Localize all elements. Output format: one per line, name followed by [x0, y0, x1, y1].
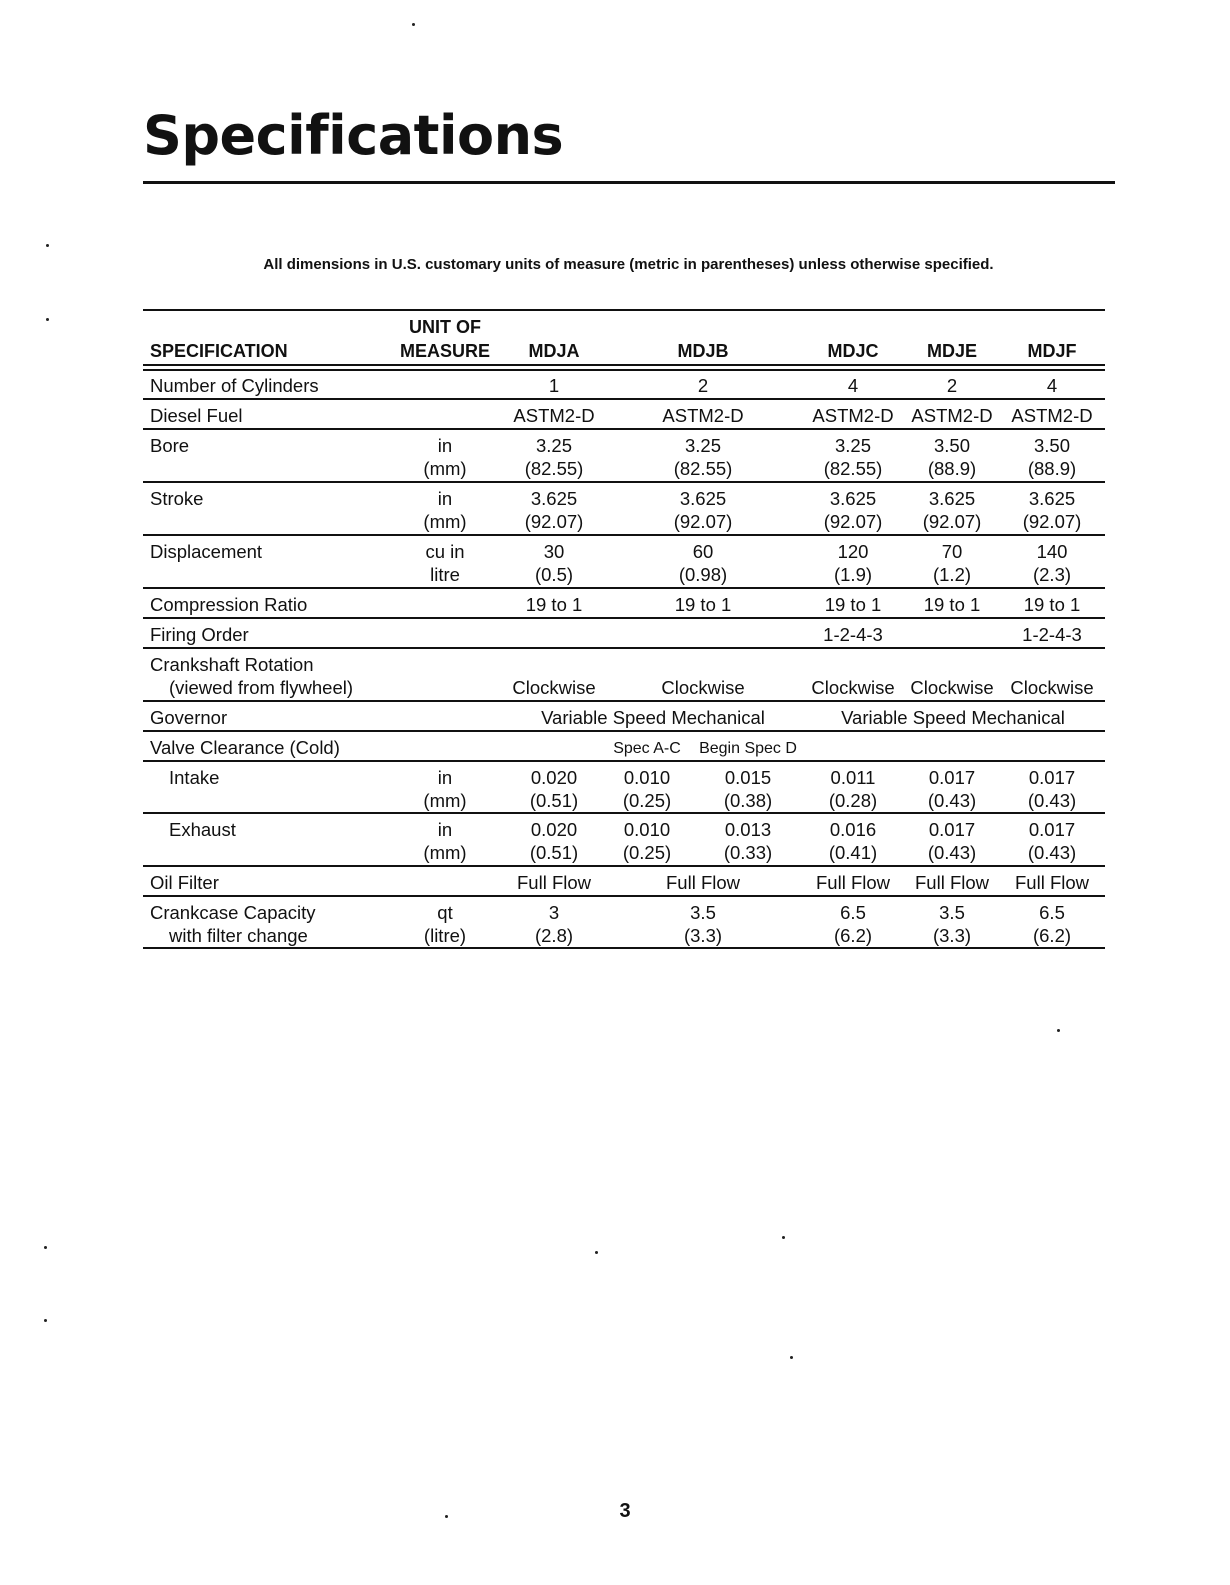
cell: (0.38)	[723, 790, 773, 811]
unit: (mm)	[423, 511, 467, 532]
cell: Full Flow	[815, 872, 891, 893]
cell: (0.51)	[529, 842, 579, 863]
cell: 0.015	[724, 767, 772, 788]
units-note: All dimensions in U.S. customary units of measure (metric in parentheses) unless otherwise specified.	[263, 256, 994, 273]
header-mdjc: MDJC	[827, 341, 879, 361]
header-unit: MEASURE	[399, 341, 491, 361]
unit: in	[437, 435, 453, 456]
unit: in	[437, 767, 453, 788]
row-rule	[143, 428, 1105, 430]
row-rule	[143, 647, 1105, 649]
cell: ASTM2-D	[911, 405, 993, 426]
cell: (0.25)	[622, 842, 672, 863]
cell: 0.010	[623, 767, 671, 788]
scan-speck	[46, 244, 49, 247]
cell: (0.5)	[534, 564, 574, 585]
cell: 19 to 1	[525, 594, 583, 615]
header-rule	[143, 364, 1105, 366]
row-rule	[143, 481, 1105, 483]
cell: 60	[692, 541, 714, 562]
header-mdje: MDJE	[926, 341, 978, 361]
header-unit: UNIT OF	[409, 317, 481, 337]
header-mdjb: MDJB	[677, 341, 729, 361]
row-label: Displacement	[150, 541, 263, 562]
row-rule	[143, 700, 1105, 702]
cell: (2.8)	[534, 925, 574, 946]
unit: (mm)	[423, 458, 467, 479]
cell: (88.9)	[1027, 458, 1077, 479]
row-label: Stroke	[150, 488, 204, 509]
scan-speck	[790, 1356, 793, 1359]
cell: (0.25)	[622, 790, 672, 811]
cell: 3	[548, 902, 560, 923]
row-label: Exhaust	[169, 819, 236, 840]
cell: 3.625	[1028, 488, 1076, 509]
cell: Variable Speed Mechanical	[841, 707, 1065, 728]
cell: 0.011	[830, 767, 876, 788]
cell: 0.017	[1028, 819, 1076, 840]
scan-speck	[46, 318, 49, 321]
table-top-rule	[143, 309, 1105, 311]
header-spec: SPECIFICATION	[150, 341, 288, 361]
cell: 70	[941, 541, 963, 562]
row-label: Compression Ratio	[150, 594, 308, 615]
cell: 1	[548, 375, 560, 396]
row-label: Oil Filter	[150, 872, 219, 893]
row-rule	[143, 398, 1105, 400]
cell: (88.9)	[927, 458, 977, 479]
cell: Full Flow	[516, 872, 592, 893]
page-title: Specifications	[143, 104, 564, 167]
row-rule	[143, 865, 1105, 867]
cell: 140	[1036, 541, 1068, 562]
table-bottom-rule	[143, 947, 1105, 949]
unit: in	[437, 819, 453, 840]
row-rule	[143, 617, 1105, 619]
row-label: Intake	[169, 767, 220, 788]
cell: (0.43)	[1027, 790, 1077, 811]
cell: 3.50	[933, 435, 971, 456]
cell: 3.25	[834, 435, 872, 456]
header-mdja: MDJA	[528, 341, 580, 361]
cell: 19 to 1	[1023, 594, 1081, 615]
page-number: 3	[619, 1500, 631, 1522]
scan-speck	[595, 1251, 598, 1254]
cell: 19 to 1	[674, 594, 732, 615]
cell: Clockwise	[512, 677, 596, 698]
row-label: with filter change	[169, 925, 308, 946]
cell: 2	[946, 375, 958, 396]
cell: 4	[847, 375, 859, 396]
cell: (6.2)	[1032, 925, 1072, 946]
cell: (0.43)	[1027, 842, 1077, 863]
cell: (1.2)	[932, 564, 972, 585]
header-rule	[143, 369, 1105, 371]
cell: (0.33)	[723, 842, 773, 863]
row-rule	[143, 587, 1105, 589]
cell: 0.020	[530, 767, 578, 788]
unit: (litre)	[423, 925, 467, 946]
cell: 19 to 1	[923, 594, 981, 615]
row-label: Governor	[150, 707, 228, 728]
cell: 3.625	[530, 488, 578, 509]
cell: (3.3)	[683, 925, 723, 946]
cell: 0.010	[623, 819, 671, 840]
cell: Full Flow	[1014, 872, 1090, 893]
cell: 0.017	[1028, 767, 1076, 788]
scan-speck	[44, 1319, 47, 1322]
cell: Full Flow	[914, 872, 990, 893]
scan-speck	[782, 1236, 785, 1239]
header-mdjf: MDJF	[1027, 341, 1077, 361]
cell: (82.55)	[673, 458, 733, 479]
cell: ASTM2-D	[812, 405, 894, 426]
cell: 0.017	[928, 767, 976, 788]
unit: qt	[437, 902, 453, 923]
row-rule	[143, 812, 1105, 814]
cell: 1-2-4-3	[1022, 624, 1082, 645]
cell: (92.07)	[524, 511, 584, 532]
unit: (mm)	[423, 790, 467, 811]
cell: 6.5	[840, 902, 866, 923]
row-label: Crankshaft Rotation	[150, 654, 314, 675]
cell: ASTM2-D	[1011, 405, 1093, 426]
cell: 3.50	[1033, 435, 1071, 456]
cell: (92.07)	[1022, 511, 1082, 532]
cell: ASTM2-D	[662, 405, 744, 426]
row-label: Valve Clearance (Cold)	[150, 737, 340, 758]
cell: 3.625	[679, 488, 727, 509]
row-label: Number of Cylinders	[150, 375, 319, 396]
unit: in	[437, 488, 453, 509]
cell: (82.55)	[524, 458, 584, 479]
row-rule	[143, 895, 1105, 897]
cell: (1.9)	[833, 564, 873, 585]
row-label: Diesel Fuel	[150, 405, 243, 426]
unit: cu in	[425, 541, 465, 562]
cell: 0.020	[530, 819, 578, 840]
cell: Full Flow	[665, 872, 741, 893]
cell: 30	[543, 541, 565, 562]
cell: (82.55)	[823, 458, 883, 479]
cell: 4	[1046, 375, 1058, 396]
row-label: Crankcase Capacity	[150, 902, 316, 923]
row-label: (viewed from flywheel)	[169, 677, 354, 698]
cell: Clockwise	[910, 677, 994, 698]
cell: (92.07)	[823, 511, 883, 532]
cell: 3.5	[939, 902, 965, 923]
cell: 3.25	[535, 435, 573, 456]
cell: 0.016	[829, 819, 877, 840]
scan-speck	[1057, 1029, 1060, 1032]
cell: 2	[697, 375, 709, 396]
scan-speck	[44, 1246, 47, 1249]
cell: 19 to 1	[824, 594, 882, 615]
row-rule	[143, 730, 1105, 732]
cell: 0.013	[724, 819, 772, 840]
row-rule	[143, 760, 1105, 762]
cell: Clockwise	[1010, 677, 1094, 698]
title-rule	[143, 181, 1115, 184]
cell: Variable Speed Mechanical	[541, 707, 765, 728]
cell: 1-2-4-3	[823, 624, 883, 645]
unit: litre	[430, 564, 460, 585]
row-label: Firing Order	[150, 624, 249, 645]
cell: Clockwise	[811, 677, 895, 698]
scan-speck	[412, 23, 415, 26]
scan-speck	[445, 1515, 448, 1518]
row-label: Bore	[150, 435, 190, 456]
cell: (0.51)	[529, 790, 579, 811]
cell: Clockwise	[661, 677, 745, 698]
cell: (0.41)	[828, 842, 878, 863]
cell: ASTM2-D	[513, 405, 595, 426]
cell: (6.2)	[833, 925, 873, 946]
sub-header: Spec A-C	[613, 740, 681, 757]
sub-header: Begin Spec D	[699, 740, 797, 757]
cell: (92.07)	[673, 511, 733, 532]
cell: 120	[837, 541, 869, 562]
cell: 3.25	[684, 435, 722, 456]
cell: (92.07)	[922, 511, 982, 532]
unit: (mm)	[423, 842, 467, 863]
cell: (0.98)	[678, 564, 728, 585]
cell: 0.017	[928, 819, 976, 840]
cell: (2.3)	[1032, 564, 1072, 585]
row-rule	[143, 534, 1105, 536]
cell: 3.5	[690, 902, 716, 923]
cell: 3.625	[829, 488, 877, 509]
cell: 3.625	[928, 488, 976, 509]
cell: (0.43)	[927, 790, 977, 811]
cell: (0.43)	[927, 842, 977, 863]
cell: (3.3)	[932, 925, 972, 946]
cell: 6.5	[1039, 902, 1065, 923]
cell: (0.28)	[828, 790, 878, 811]
